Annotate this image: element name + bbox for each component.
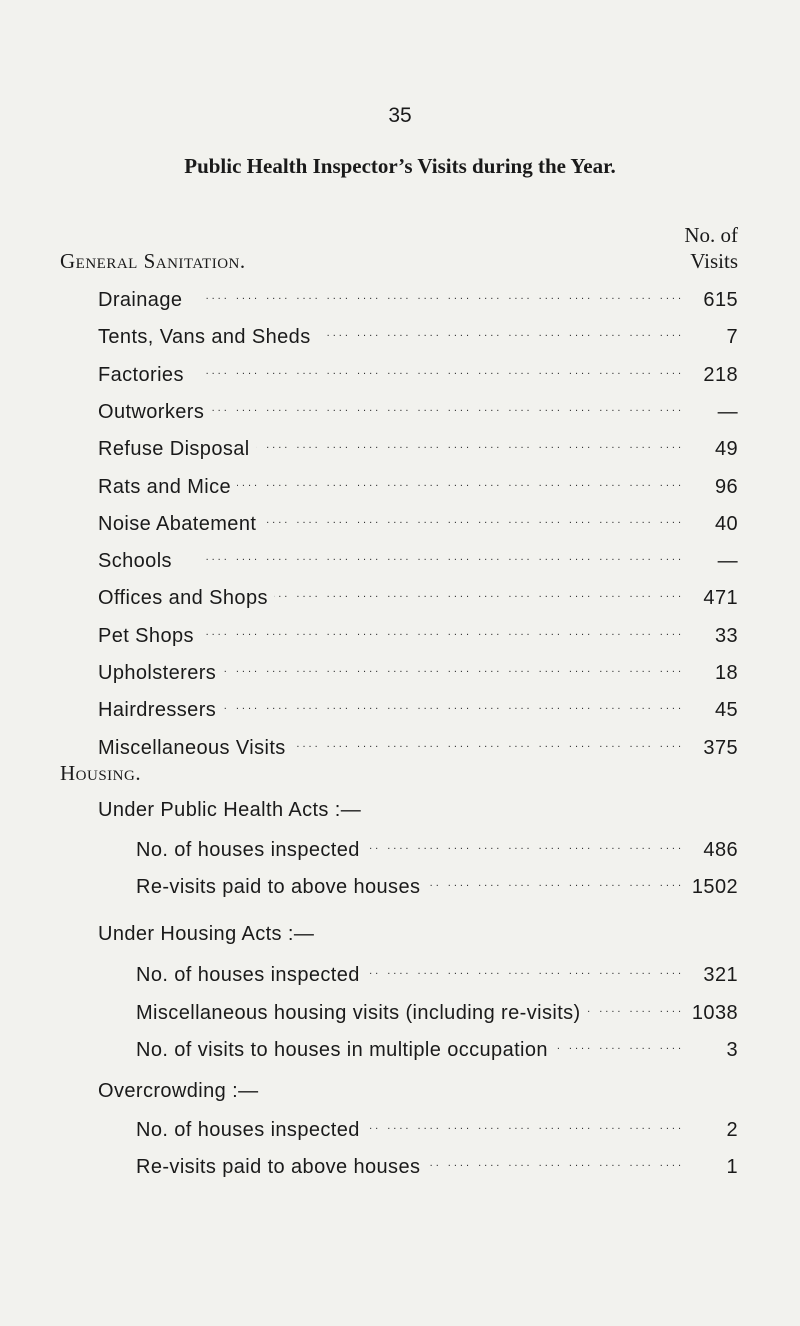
dot-leader — [426, 873, 684, 893]
item-label: No. of visits to houses in multiple occupation — [136, 1039, 548, 1061]
item-value: 18 — [714, 662, 738, 684]
list-item — [136, 1036, 738, 1066]
dot-leader — [188, 286, 684, 306]
dot-leader — [366, 1116, 684, 1136]
item-label: Miscellaneous housing visits (including re-visits) — [136, 1001, 581, 1024]
list-item — [98, 510, 738, 540]
housing-heading: Housing. — [60, 761, 142, 785]
item-value: 471 — [703, 587, 738, 610]
item-value: — — [717, 550, 738, 573]
item-value: 218 — [703, 363, 738, 386]
list-item — [136, 836, 738, 866]
dot-leader — [200, 622, 684, 642]
list-item — [98, 696, 738, 726]
overcrowding-heading: Overcrowding :— — [98, 1080, 259, 1102]
list-item — [136, 961, 738, 991]
dot-leader — [190, 361, 684, 381]
item-label: Rats and Mice — [98, 475, 232, 498]
page-number: 35 — [388, 104, 412, 127]
item-value: 40 — [714, 512, 738, 535]
item-label: Drainage — [98, 289, 183, 311]
dot-leader — [587, 999, 684, 1019]
list-item — [98, 622, 738, 652]
item-label: Offices and Shops — [98, 587, 268, 610]
item-value: 486 — [703, 839, 738, 861]
item-label: Upholsterers — [98, 662, 217, 684]
list-item — [98, 361, 738, 391]
item-value: 1038 — [691, 1001, 738, 1024]
dot-leader — [222, 696, 684, 716]
general-sanitation-heading: General Sanitation. — [60, 249, 246, 273]
dot-leader — [178, 547, 684, 567]
item-value: — — [717, 400, 738, 423]
item-label: Re-visits paid to above houses — [136, 876, 421, 898]
list-item — [98, 547, 738, 577]
item-value: 1502 — [691, 876, 738, 898]
item-label: Noise Abatement — [98, 512, 257, 535]
item-label: Refuse Disposal — [98, 438, 250, 461]
item-value: 7 — [726, 326, 738, 349]
dot-leader — [366, 836, 684, 856]
dot-leader — [237, 473, 684, 493]
item-label: Hairdressers — [98, 699, 217, 722]
column-header-line1: No. of — [684, 223, 738, 247]
item-value: 321 — [703, 964, 738, 986]
item-value: 1 — [726, 1156, 738, 1178]
list-item — [98, 323, 738, 353]
dot-leader — [274, 584, 684, 604]
item-value: 3 — [726, 1039, 738, 1061]
item-label: Schools — [98, 550, 172, 573]
dot-leader — [262, 510, 684, 530]
page-title: Public Health Inspector’s Visits during the Year. — [184, 154, 616, 178]
list-item — [98, 734, 738, 764]
dot-leader — [210, 398, 684, 418]
item-value: 96 — [714, 475, 738, 498]
item-value: 615 — [703, 289, 738, 311]
housing-acts-heading: Under Housing Acts :— — [98, 923, 315, 945]
dot-leader — [366, 961, 684, 981]
list-item — [98, 435, 738, 465]
item-label: Re-visits paid to above houses — [136, 1156, 421, 1178]
item-label: Outworkers — [98, 400, 205, 423]
item-label: Miscellaneous Visits — [98, 736, 286, 759]
list-item — [136, 999, 738, 1029]
list-item — [98, 398, 738, 428]
public-health-acts-heading: Under Public Health Acts :— — [98, 799, 362, 821]
column-header-line2: Visits — [690, 249, 738, 273]
item-value: 45 — [714, 699, 738, 722]
dot-leader — [426, 1153, 684, 1173]
item-value: 2 — [726, 1119, 738, 1141]
list-item — [136, 873, 738, 903]
item-label: Pet Shops — [98, 624, 194, 647]
dot-leader — [222, 659, 684, 679]
item-value: 49 — [714, 438, 738, 461]
dot-leader — [256, 435, 684, 455]
item-label: No. of houses inspected — [136, 1119, 360, 1141]
list-item — [136, 1116, 738, 1146]
dot-leader — [554, 1036, 684, 1056]
item-label: No. of houses inspected — [136, 964, 360, 986]
item-value: 375 — [703, 736, 738, 759]
item-label: Tents, Vans and Sheds — [98, 326, 311, 349]
item-value: 33 — [714, 624, 738, 647]
list-item — [98, 286, 738, 316]
item-label: Factories — [98, 363, 184, 386]
item-label: No. of houses inspected — [136, 839, 360, 861]
list-item — [98, 584, 738, 614]
list-item — [98, 473, 738, 503]
dot-leader — [292, 734, 684, 754]
dot-leader — [317, 323, 684, 343]
list-item — [98, 659, 738, 689]
list-item — [136, 1153, 738, 1183]
